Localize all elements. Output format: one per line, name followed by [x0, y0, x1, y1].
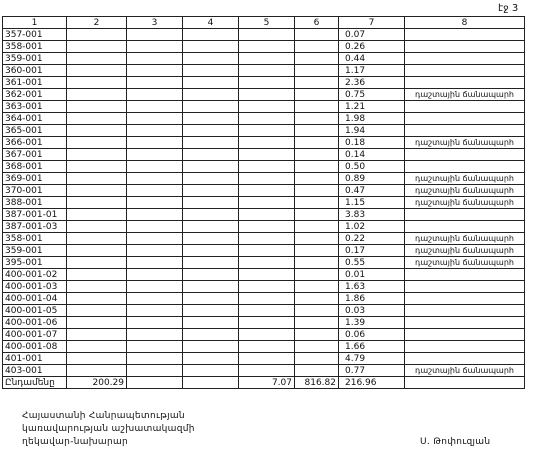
table-cell	[67, 197, 127, 209]
table-cell	[183, 281, 239, 293]
table-cell: 395-001	[3, 257, 67, 269]
table-cell: 1.66	[339, 341, 405, 353]
table-cell	[127, 65, 183, 77]
table-cell	[127, 137, 183, 149]
table-cell: 1.98	[339, 113, 405, 125]
table-cell: 1.15	[339, 197, 405, 209]
table-cell	[295, 161, 339, 173]
table-cell	[295, 53, 339, 65]
table-row	[3, 65, 525, 77]
table-cell	[127, 101, 183, 113]
table-cell	[183, 125, 239, 137]
table-cell	[183, 353, 239, 365]
table-cell: դաշտային ճանապարհ	[405, 197, 525, 209]
table-cell	[183, 221, 239, 233]
table-cell	[239, 125, 295, 137]
table-row	[3, 233, 525, 245]
table-cell	[405, 329, 525, 341]
table-cell	[183, 365, 239, 377]
signature-line-1: Հայաստանի Հանրապետության	[22, 411, 185, 421]
table-row	[3, 281, 525, 293]
table-cell: 358-001	[3, 233, 67, 245]
table-cell	[127, 329, 183, 341]
table-cell	[67, 221, 127, 233]
table-row	[3, 341, 525, 353]
table-cell	[295, 101, 339, 113]
table-cell	[127, 353, 183, 365]
table-cell	[127, 233, 183, 245]
table-cell	[295, 149, 339, 161]
table-cell	[183, 233, 239, 245]
table-cell: 0.01	[339, 269, 405, 281]
table-cell: 400-001-03	[3, 281, 67, 293]
table-cell	[239, 149, 295, 161]
table-cell	[295, 41, 339, 53]
table-cell	[239, 221, 295, 233]
table-cell	[405, 41, 525, 53]
table-cell	[239, 173, 295, 185]
header-row	[3, 17, 525, 29]
table-row	[3, 89, 525, 101]
table-cell	[67, 149, 127, 161]
table-cell	[239, 65, 295, 77]
table-cell	[239, 77, 295, 89]
table-cell	[127, 77, 183, 89]
table-cell	[405, 161, 525, 173]
table-cell	[295, 209, 339, 221]
table-cell	[405, 29, 525, 41]
table-cell	[127, 341, 183, 353]
table-cell: դաշտային ճանապարհ	[405, 245, 525, 257]
table-cell: 364-001	[3, 113, 67, 125]
table-cell	[183, 293, 239, 305]
table-cell	[67, 293, 127, 305]
table-cell	[183, 161, 239, 173]
table-cell	[127, 281, 183, 293]
table-row	[3, 77, 525, 89]
table-cell: 403-001	[3, 365, 67, 377]
table-cell	[405, 125, 525, 137]
table-cell: 370-001	[3, 185, 67, 197]
table-row	[3, 257, 525, 269]
table-cell	[405, 209, 525, 221]
table-cell: 388-001	[3, 197, 67, 209]
table-cell: 1.21	[339, 101, 405, 113]
table-cell: 0.89	[339, 173, 405, 185]
table-row	[3, 269, 525, 281]
table-cell	[67, 137, 127, 149]
table-cell: 216.96	[339, 377, 405, 389]
table-cell	[239, 29, 295, 41]
table-cell	[183, 197, 239, 209]
table-cell	[405, 317, 525, 329]
table-cell: 0.03	[339, 305, 405, 317]
table-cell: 401-001	[3, 353, 67, 365]
table-cell	[239, 305, 295, 317]
table-cell: 369-001	[3, 173, 67, 185]
table-cell	[405, 113, 525, 125]
table-body	[3, 29, 525, 389]
table-cell	[127, 41, 183, 53]
table-cell: դաշտային ճանապարհ	[405, 185, 525, 197]
table-cell	[405, 281, 525, 293]
table-cell	[67, 281, 127, 293]
table-cell: դաշտային ճանապարհ	[405, 257, 525, 269]
col-header: 5	[239, 17, 295, 29]
table-cell: 0.47	[339, 185, 405, 197]
table-cell	[67, 89, 127, 101]
table-row	[3, 317, 525, 329]
table-cell	[67, 341, 127, 353]
table-cell	[127, 113, 183, 125]
table-cell: 359-001	[3, 245, 67, 257]
col-header: 6	[295, 17, 339, 29]
table-cell: 360-001	[3, 65, 67, 77]
table-cell	[67, 245, 127, 257]
table-cell	[239, 41, 295, 53]
table-cell	[183, 317, 239, 329]
table-cell: 816.82	[295, 377, 339, 389]
table-cell	[239, 161, 295, 173]
table-cell	[183, 305, 239, 317]
table-row	[3, 137, 525, 149]
table-cell	[127, 197, 183, 209]
table-cell	[239, 137, 295, 149]
col-header: 3	[127, 17, 183, 29]
col-header: 2	[67, 17, 127, 29]
table-cell: 7.07	[239, 377, 295, 389]
table-cell: 400-001-02	[3, 269, 67, 281]
table-cell	[67, 233, 127, 245]
table-cell	[127, 245, 183, 257]
table-cell: 366-001	[3, 137, 67, 149]
table-cell	[405, 377, 525, 389]
table-cell	[127, 53, 183, 65]
table-row	[3, 125, 525, 137]
table-cell	[67, 305, 127, 317]
table-cell	[239, 209, 295, 221]
table-row	[3, 293, 525, 305]
table-cell	[295, 125, 339, 137]
col-header: 8	[405, 17, 525, 29]
table-cell	[405, 221, 525, 233]
table-row	[3, 29, 525, 41]
table-cell: 368-001	[3, 161, 67, 173]
table-cell	[295, 257, 339, 269]
table-cell	[183, 29, 239, 41]
table-cell	[183, 209, 239, 221]
table-cell: 359-001	[3, 53, 67, 65]
table-cell	[67, 65, 127, 77]
table-cell: դաշտային ճանապարհ	[405, 173, 525, 185]
table-row	[3, 113, 525, 125]
table-cell	[183, 137, 239, 149]
table-cell	[405, 149, 525, 161]
table-cell: 0.06	[339, 329, 405, 341]
table-cell	[183, 89, 239, 101]
table-cell	[127, 269, 183, 281]
table-cell: դաշտային ճանապարհ	[405, 365, 525, 377]
data-table	[2, 16, 525, 389]
table-row	[3, 197, 525, 209]
table-row	[3, 209, 525, 221]
table-cell	[295, 245, 339, 257]
table-cell	[67, 353, 127, 365]
table-row	[3, 161, 525, 173]
table-cell: 1.17	[339, 65, 405, 77]
table-cell	[405, 353, 525, 365]
table-row	[3, 329, 525, 341]
table-cell	[295, 233, 339, 245]
table-cell	[239, 365, 295, 377]
table-row	[3, 365, 525, 377]
table-cell: 0.55	[339, 257, 405, 269]
table-cell: 358-001	[3, 41, 67, 53]
table-cell	[295, 353, 339, 365]
table-cell	[239, 353, 295, 365]
table-cell	[67, 101, 127, 113]
table-cell	[239, 197, 295, 209]
table-cell: 363-001	[3, 101, 67, 113]
table-cell	[127, 257, 183, 269]
table-cell	[67, 329, 127, 341]
signature-line-2: կառավարության աշխատակազմի	[22, 424, 195, 434]
table-cell: 1.02	[339, 221, 405, 233]
signer-name: Ս. Թոփուզյան	[420, 437, 491, 447]
table-cell: 1.63	[339, 281, 405, 293]
table-cell	[239, 113, 295, 125]
table-cell: 1.86	[339, 293, 405, 305]
table-row	[3, 353, 525, 365]
table-cell	[67, 77, 127, 89]
table-cell: 361-001	[3, 77, 67, 89]
table-cell	[127, 149, 183, 161]
table-cell: 0.22	[339, 233, 405, 245]
table-cell: 387-001-01	[3, 209, 67, 221]
table-cell	[405, 53, 525, 65]
table-cell	[295, 329, 339, 341]
table-cell	[295, 305, 339, 317]
table-cell	[295, 77, 339, 89]
table-cell	[295, 29, 339, 41]
table-row	[3, 173, 525, 185]
table-cell: դաշտային ճանապարհ	[405, 233, 525, 245]
table-row	[3, 101, 525, 113]
table-cell	[183, 185, 239, 197]
table-cell	[127, 293, 183, 305]
table-cell: 400-001-07	[3, 329, 67, 341]
table-cell	[239, 293, 295, 305]
table-cell: 357-001	[3, 29, 67, 41]
table-row	[3, 53, 525, 65]
table-cell	[405, 101, 525, 113]
table-cell	[67, 365, 127, 377]
table-cell	[127, 221, 183, 233]
table-cell	[405, 305, 525, 317]
table-cell	[67, 269, 127, 281]
table-cell	[295, 341, 339, 353]
total-row	[3, 377, 525, 389]
table-cell: 0.77	[339, 365, 405, 377]
table-cell	[67, 113, 127, 125]
table-cell	[295, 197, 339, 209]
table-cell: 400-001-04	[3, 293, 67, 305]
table-cell: 0.17	[339, 245, 405, 257]
table-cell	[295, 173, 339, 185]
table-cell	[127, 305, 183, 317]
table-cell	[67, 209, 127, 221]
table-cell	[295, 65, 339, 77]
table-cell	[183, 65, 239, 77]
table-cell	[239, 101, 295, 113]
table-cell: դաշտային ճանապարհ	[405, 137, 525, 149]
table-cell	[67, 41, 127, 53]
table-cell	[67, 29, 127, 41]
table-cell	[183, 173, 239, 185]
signature-line-3: ղեկավար-նախարար	[22, 437, 129, 447]
table-cell: 0.07	[339, 29, 405, 41]
table-cell	[183, 53, 239, 65]
table-cell	[67, 185, 127, 197]
signature-block	[22, 410, 195, 449]
table-cell: 365-001	[3, 125, 67, 137]
table-cell	[67, 257, 127, 269]
table-row	[3, 41, 525, 53]
table-cell	[127, 185, 183, 197]
table-cell: 0.75	[339, 89, 405, 101]
table-cell	[127, 125, 183, 137]
table-cell: 1.94	[339, 125, 405, 137]
table-cell	[405, 65, 525, 77]
table-cell	[295, 113, 339, 125]
table-cell	[127, 317, 183, 329]
table-cell	[239, 185, 295, 197]
table-cell	[67, 161, 127, 173]
table-cell	[183, 329, 239, 341]
table-cell	[295, 281, 339, 293]
table-row	[3, 245, 525, 257]
table-cell	[239, 317, 295, 329]
table-cell	[295, 221, 339, 233]
table-cell	[127, 161, 183, 173]
table-cell	[183, 77, 239, 89]
table-cell	[405, 341, 525, 353]
table-cell	[405, 293, 525, 305]
table-cell: 367-001	[3, 149, 67, 161]
col-header: 4	[183, 17, 239, 29]
table-cell	[183, 269, 239, 281]
table-cell: 0.26	[339, 41, 405, 53]
table-cell	[239, 233, 295, 245]
col-header: 7	[339, 17, 405, 29]
table-cell: 400-001-05	[3, 305, 67, 317]
table-cell: 0.18	[339, 137, 405, 149]
table-cell	[295, 89, 339, 101]
table-cell: Ընդամենը	[3, 377, 67, 389]
table-cell	[127, 29, 183, 41]
table-cell: 3.83	[339, 209, 405, 221]
table-cell	[183, 257, 239, 269]
table-cell	[67, 53, 127, 65]
table-cell	[127, 377, 183, 389]
table-cell: 0.44	[339, 53, 405, 65]
table-cell	[183, 149, 239, 161]
table-cell: 362-001	[3, 89, 67, 101]
table-cell	[239, 53, 295, 65]
table-cell	[183, 113, 239, 125]
table-cell	[183, 245, 239, 257]
page-label: էջ 3	[498, 3, 519, 14]
table-cell	[183, 101, 239, 113]
table-cell: 2.36	[339, 77, 405, 89]
table-cell	[239, 329, 295, 341]
table-cell	[239, 245, 295, 257]
table-cell	[67, 125, 127, 137]
table-cell	[183, 377, 239, 389]
table-cell	[405, 77, 525, 89]
table-cell	[295, 365, 339, 377]
table-cell	[239, 257, 295, 269]
table-cell	[239, 89, 295, 101]
table-cell	[295, 317, 339, 329]
table-cell	[295, 269, 339, 281]
table-cell	[183, 41, 239, 53]
table-cell	[183, 341, 239, 353]
table-cell: 387-001-03	[3, 221, 67, 233]
table-cell: 400-001-08	[3, 341, 67, 353]
table-row	[3, 305, 525, 317]
table-cell	[239, 281, 295, 293]
table-cell: 200.29	[67, 377, 127, 389]
table-row	[3, 185, 525, 197]
table-cell	[239, 341, 295, 353]
table-cell: 1.39	[339, 317, 405, 329]
table-cell	[295, 137, 339, 149]
table-cell: 4.79	[339, 353, 405, 365]
table-cell	[127, 89, 183, 101]
table-cell: 400-001-06	[3, 317, 67, 329]
table-cell	[127, 173, 183, 185]
table-row	[3, 221, 525, 233]
table-cell: 0.14	[339, 149, 405, 161]
table-row	[3, 149, 525, 161]
table-cell	[127, 365, 183, 377]
table-cell	[295, 185, 339, 197]
table-cell	[127, 209, 183, 221]
table-cell: դաշտային ճանապարհ	[405, 89, 525, 101]
table-cell: 0.50	[339, 161, 405, 173]
table-cell	[239, 269, 295, 281]
table-cell	[405, 269, 525, 281]
table-cell	[67, 317, 127, 329]
table-cell	[67, 173, 127, 185]
col-header: 1	[3, 17, 67, 29]
table-cell	[295, 293, 339, 305]
